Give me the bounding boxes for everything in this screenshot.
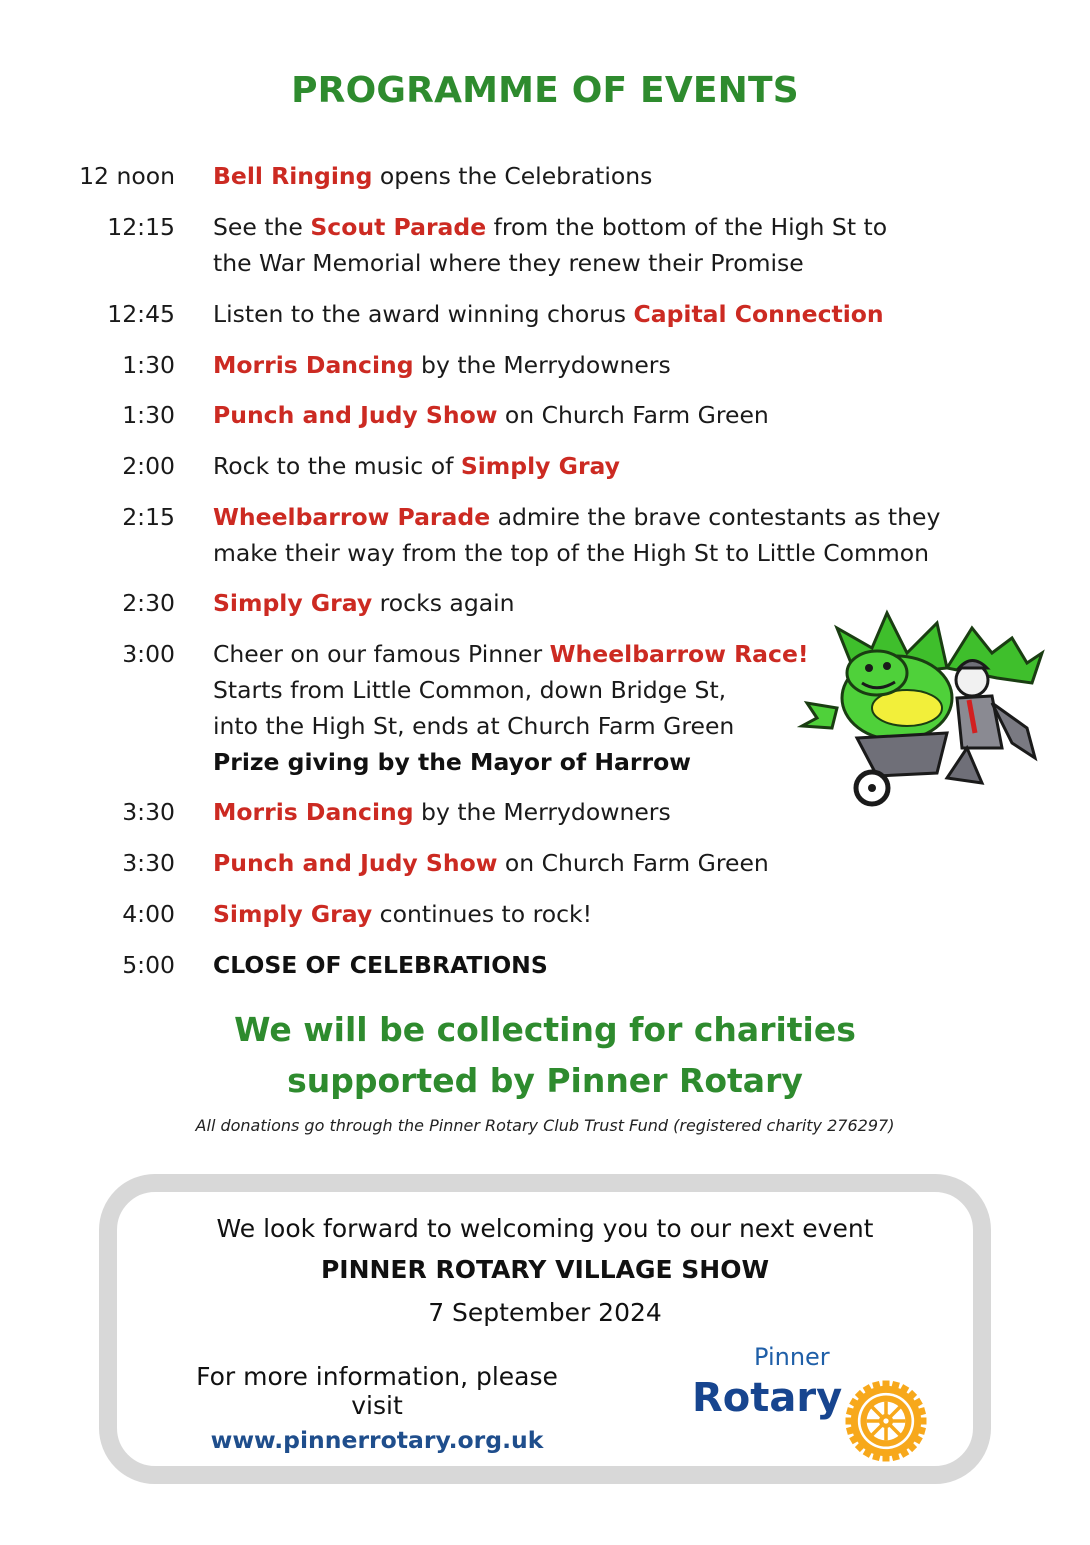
- event-highlight: Simply Gray: [460, 452, 621, 480]
- pinner-rotary-logo: [692, 1343, 952, 1457]
- event-row: [0, 209, 1090, 281]
- event-text: by the Merrydowners: [413, 798, 671, 826]
- event-text: into the High St, ends at Church Farm Green: [213, 712, 735, 740]
- event-highlight: Wheelbarrow Race!: [549, 640, 809, 668]
- event-text: Cheer on our famous Pinner: [213, 640, 550, 668]
- event-highlight: Scout Parade: [310, 213, 487, 241]
- event-highlight: Morris Dancing: [213, 351, 414, 379]
- more-info: [177, 1362, 577, 1454]
- event-description: [213, 158, 1013, 194]
- event-text: on Church Farm Green: [497, 401, 769, 429]
- website-link[interactable]: www.pinnerrotary.org.uk: [210, 1426, 544, 1454]
- event-row: [0, 499, 1090, 571]
- event-row: [0, 296, 1090, 332]
- logo-pinner-text: Pinner: [754, 1343, 830, 1371]
- event-time: 3:30: [122, 849, 175, 877]
- dragon-wheelbarrow-icon: [797, 608, 1047, 808]
- event-time: 12:15: [107, 213, 175, 241]
- event-row: [0, 347, 1090, 383]
- event-highlight: Punch and Judy Show: [213, 849, 498, 877]
- event-row: [0, 158, 1090, 194]
- event-text: on Church Farm Green: [497, 849, 769, 877]
- event-highlight: Punch and Judy Show: [213, 401, 498, 429]
- event-highlight: Simply Gray: [213, 900, 373, 928]
- event-text: Rock to the music of: [213, 452, 461, 480]
- event-highlight: Bell Ringing: [213, 162, 373, 190]
- event-row: [0, 448, 1090, 484]
- event-text: See the: [213, 213, 311, 241]
- page-title: PROGRAMME OF EVENTS: [291, 70, 799, 111]
- event-text: Prize giving by the Mayor of Harrow: [213, 748, 691, 776]
- event-time: 4:00: [122, 900, 175, 928]
- event-row: [0, 397, 1090, 433]
- event-description: [213, 397, 1013, 433]
- event-description: [213, 347, 1013, 383]
- event-time: 3:00: [122, 640, 175, 668]
- event-time: 1:30: [122, 401, 175, 429]
- event-time: 12 noon: [79, 162, 175, 190]
- event-time: 2:15: [122, 503, 175, 531]
- event-description: [213, 499, 1013, 571]
- logo-rotary-text: Rotary: [692, 1375, 843, 1421]
- event-highlight: Simply Gray: [213, 589, 373, 617]
- event-highlight: Capital Connection: [633, 300, 884, 328]
- event-text: make their way from the top of the High St to Little Common: [213, 539, 930, 567]
- event-time: 1:30: [122, 351, 175, 379]
- info-text: For more information, please visit: [196, 1362, 558, 1420]
- event-time: 12:45: [107, 300, 175, 328]
- event-description: [213, 448, 1013, 484]
- event-text: Listen to the award winning chorus: [213, 300, 634, 328]
- event-text: Starts from Little Common, down Bridge St,: [213, 676, 727, 704]
- event-text: by the Merrydowners: [413, 351, 671, 379]
- event-text: from the bottom of the High St to: [486, 213, 888, 241]
- charity-line-1: We will be collecting for charities: [234, 1010, 856, 1049]
- event-description: [213, 845, 1013, 881]
- event-text: continues to rock!: [372, 900, 593, 928]
- event-date: 7 September 2024: [428, 1298, 662, 1327]
- event-description: [213, 896, 1013, 932]
- event-description: [213, 296, 1013, 332]
- charity-note: All donations go through the Pinner Rotary Club Trust Fund (registered charity 276297): [195, 1116, 895, 1135]
- event-time: 3:30: [122, 798, 175, 826]
- event-text: rocks again: [372, 589, 515, 617]
- event-name: PINNER ROTARY VILLAGE SHOW: [320, 1255, 770, 1284]
- charity-line-2: supported by Pinner Rotary: [287, 1061, 803, 1100]
- event-text: admire the brave contestants as they: [490, 503, 941, 531]
- next-event-box: [99, 1174, 991, 1484]
- event-description: [213, 209, 1013, 281]
- rotary-wheel-icon: [842, 1377, 930, 1465]
- event-time: 5:00: [122, 951, 175, 979]
- event-description: [213, 947, 1013, 983]
- event-highlight: Wheelbarrow Parade: [213, 503, 491, 531]
- charity-heading: [0, 1004, 1090, 1106]
- event-row: [0, 947, 1090, 983]
- event-row: [0, 896, 1090, 932]
- welcome-text: We look forward to welcoming you to our next event: [216, 1214, 874, 1243]
- event-time: 2:30: [122, 589, 175, 617]
- event-text: opens the Celebrations: [372, 162, 653, 190]
- event-time: 2:00: [122, 452, 175, 480]
- event-text: the War Memorial where they renew their Promise: [213, 249, 804, 277]
- event-text: CLOSE OF CELEBRATIONS: [213, 951, 548, 979]
- event-row: [0, 845, 1090, 881]
- event-highlight: Morris Dancing: [213, 798, 414, 826]
